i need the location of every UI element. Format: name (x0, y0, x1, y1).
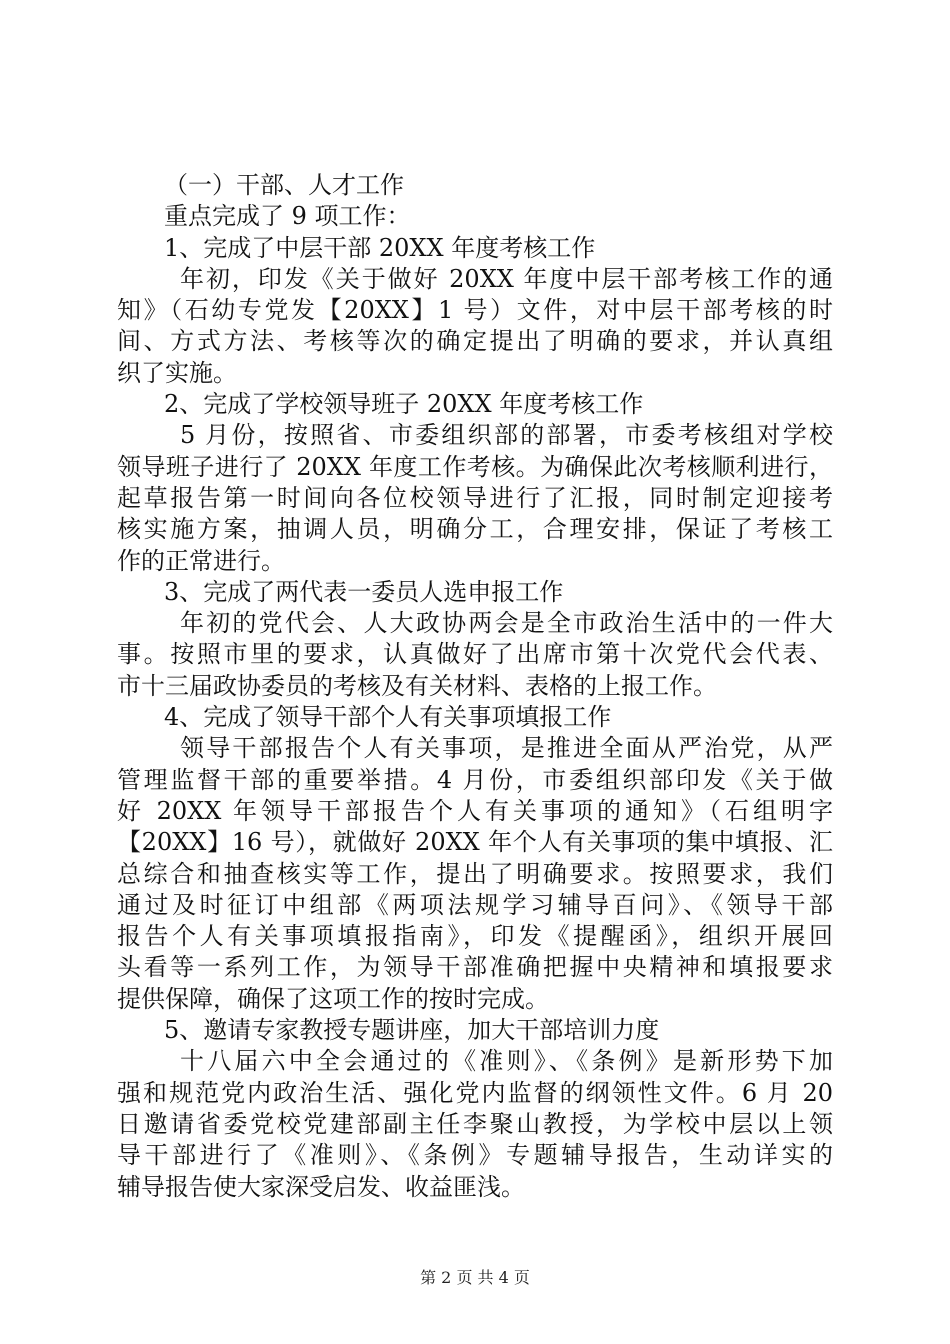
page-number-footer: 第 2 页 共 4 页 (420, 1268, 530, 1287)
text-line: 管理监督干部的重要举措。4 月份，市委组织部印发《关于做 (117, 765, 833, 794)
text-line: 强和规范党内政治生活、强化党内监督的纲领性文件。6 月 20 (117, 1078, 833, 1107)
text-line: 起草报告第一时间向各位校领导进行了汇报，同时制定迎接考 (117, 483, 833, 512)
text-line: 事。按照市里的要求，认真做好了出席市第十次党代会代表、 (117, 640, 833, 669)
text-line: 重点完成了 9 项工作： (164, 202, 411, 231)
text-line: 5 月份，按照省、市委组织部的部署，市委考核组对学校 (180, 421, 833, 450)
text-line: （一）干部、人才工作 (164, 171, 404, 199)
text-line: 织了实施。 (117, 358, 237, 387)
text-line: 十八届六中全会通过的《准则》、《条例》是新形势下加 (180, 1047, 833, 1076)
text-line: 【20XX】16 号），就做好 20XX 年个人有关事项的集中填报、汇 (117, 828, 833, 857)
text-line: 日邀请省委党校党建部副主任李聚山教授，为学校中层以上领 (117, 1109, 833, 1138)
text-line: 2、完成了学校领导班子 20XX 年度考核工作 (164, 390, 644, 419)
text-line: 年初的党代会、人大政协两会是全市政治生活中的一件大 (180, 609, 833, 638)
text-line: 总综合和抽查核实等工作，提出了明确要求。按照要求，我们 (117, 859, 833, 888)
text-line: 领导班子进行了 20XX 年度工作考核。为确保此次考核顺利进行， (117, 452, 833, 481)
text-line: 提供保障，确保了这项工作的按时完成。 (117, 984, 549, 1013)
text-line: 4、完成了领导干部个人有关事项填报工作 (164, 703, 612, 732)
text-line: 导干部进行了《准则》、《条例》专题辅导报告，生动详实的 (117, 1141, 833, 1170)
text-line: 知》（石幼专党发【20XX】1 号）文件，对中层干部考核的时 (117, 296, 833, 325)
document-body (117, 170, 833, 1203)
text-line: 报告个人有关事项填报指南》，印发《提醒函》，组织开展回 (117, 922, 833, 951)
text-line: 辅导报告使大家深受启发、收益匪浅。 (117, 1172, 525, 1201)
text-line: 5、邀请专家教授专题讲座，加大干部培训力度 (164, 1016, 660, 1045)
text-line: 作的正常进行。 (117, 546, 285, 575)
text-line: 年初，印发《关于做好 20XX 年度中层干部考核工作的通 (180, 264, 833, 293)
text-line: 通过及时征订中组部《两项法规学习辅导百问》、《领导干部 (117, 890, 833, 919)
text-line: 3、完成了两代表一委员人选申报工作 (164, 577, 564, 606)
text-line: 好 20XX 年领导干部报告个人有关事项的通知》（石组明字 (117, 796, 833, 825)
text-line: 核实施方案，抽调人员，明确分工，合理安排，保证了考核工 (117, 515, 833, 544)
text-line: 头看等一系列工作，为领导干部准确把握中央精神和填报要求 (117, 953, 833, 982)
text-line: 1、完成了中层干部 20XX 年度考核工作 (164, 233, 596, 262)
text-line: 间、方式方法、考核等次的确定提出了明确的要求，并认真组 (117, 327, 833, 356)
text-line: 领导干部报告个人有关事项，是推进全面从严治党，从严 (180, 734, 833, 763)
text-line: 市十三届政协委员的考核及有关材料、表格的上报工作。 (117, 671, 717, 700)
